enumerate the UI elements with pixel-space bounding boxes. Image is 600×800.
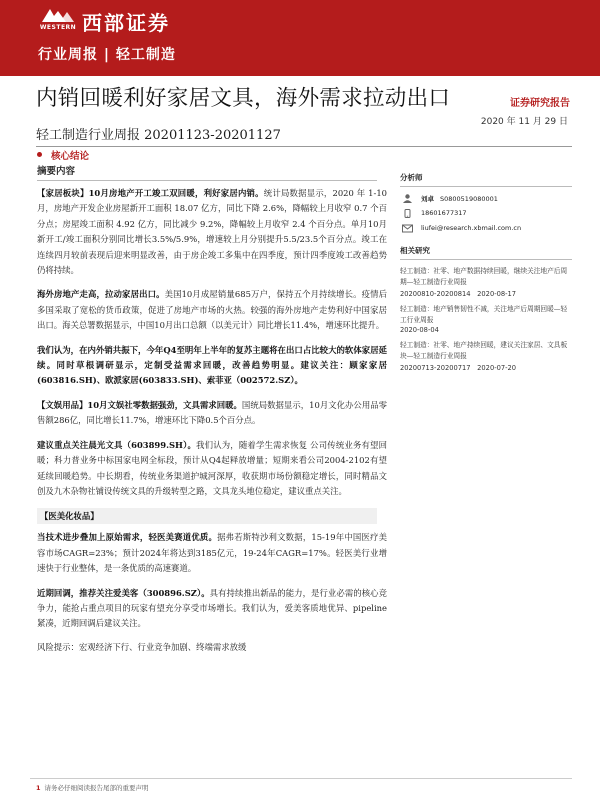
related-item[interactable] xyxy=(400,266,572,298)
page-title: 内销回暖利好家居文具，海外需求拉动出口 xyxy=(36,86,451,111)
paragraph-overseas xyxy=(37,287,387,333)
person-icon xyxy=(402,194,413,203)
paragraph-aimeike xyxy=(37,586,387,632)
header-band xyxy=(0,0,600,76)
related-title[interactable]: 轻工制造：社零、地产持续回暖，建议关注家居、文具板块—轻工制造行业周报 xyxy=(400,341,568,360)
paragraph-stationery xyxy=(37,398,387,429)
analyst-email-row xyxy=(400,223,572,233)
paragraph-recommendation xyxy=(37,343,387,389)
footer-divider xyxy=(30,778,572,779)
paragraph-home-sector xyxy=(37,186,387,278)
report-category: 行业周报 | 轻工制造 xyxy=(38,47,176,63)
category-medical-beauty: 【医美化妆品】 xyxy=(37,508,377,524)
related-date: 2020-08-04 xyxy=(400,326,439,334)
paragraph-lead: 建议重点关注晨光文具（603899.SH）。 xyxy=(37,439,197,450)
paragraph-lead: 海外房地产走高，拉动家居出口。 xyxy=(37,289,165,300)
analyst-cert: S0800519080001 xyxy=(440,194,498,203)
logo-mark-icon xyxy=(38,5,78,24)
title-divider xyxy=(36,146,572,147)
paragraph-body: 我们认为，随着学生需求恢复 公司传统业务有望回暖；科力普业务中标国家电网全标段，预计从Q4起释放增量；短期来看公司2004-2102有望延续回暖趋势。中长期看，传统业务渠道护城河深厚，收获期市场份额稳定增长，同时精品文创及九木杂物社铺设传统文具的升级转型之路，文具龙头地位稳定，建议重点关注。 xyxy=(37,439,387,496)
related-item[interactable] xyxy=(400,304,572,334)
page-footer xyxy=(36,783,149,792)
analyst-phone-row xyxy=(400,208,572,218)
paragraph-lead: 【文娱用品】10月文娱社零数据强劲，文具需求回暖。 xyxy=(37,399,242,410)
company-logo xyxy=(38,5,228,35)
paragraph-body: 国统局数据显示，10月文化办公用品零售额286亿，同比增长11.7%，增速环比下降0.5个百分点。 xyxy=(37,399,388,426)
paragraph-lead: 近期回调，推荐关注爱美客（300896.SZ）。 xyxy=(37,587,210,598)
core-conclusion-label: 核心结论 xyxy=(51,151,90,162)
bullet-icon xyxy=(37,152,42,157)
sidebar xyxy=(400,172,572,378)
report-date: 2020 年 11 月 29 日 xyxy=(480,117,568,127)
page-number: 1 xyxy=(36,784,41,792)
analyst-heading: 分析师 xyxy=(400,172,572,187)
paragraph-body: 具有持续推出新品的能力，是行业必需的核心竞争力，能抢占重点项目的玩家有望充分享受市场增长。我们认为，爱美客质地优异、pipeline紧凑，近期回调后建议关注。 xyxy=(37,587,387,629)
related-date: 20200713-20200717 2020-07-20 xyxy=(400,364,517,372)
analyst-name: 刘卓 xyxy=(421,194,434,203)
paragraph-chenguang xyxy=(37,438,387,500)
summary-heading: 摘要内容 xyxy=(37,163,377,181)
paragraph-medical-aesthetics xyxy=(37,530,387,576)
analyst-email[interactable]: liufei@research.xbmail.com.cn xyxy=(421,224,522,232)
paragraph-lead: 我们认为，在内外销共振下，今年Q4至明年上半年的复苏主题将在出口占比较大的软体家居延续。同时草根调研显示，定制受益需求回暖，改善趋势明显。建议关注：顾家家居(603816.SH)、欧派家居(603833.SH)、索菲亚（002572.SZ）。 xyxy=(37,344,387,386)
related-title[interactable]: 轻工制造：地产销售韧性不减，关注地产后周期回暖—轻工行业周报 xyxy=(400,305,568,324)
risk-warning: 风险提示：宏观经济下行、行业竞争加剧、终端需求放缓 xyxy=(37,641,247,652)
report-type-label: 证券研究报告 xyxy=(510,98,570,109)
paragraph-lead: 【家居板块】10月房地产开工竣工双回暖，利好家居内销。 xyxy=(37,188,264,198)
related-date: 20200810-20200814 2020-08-17 xyxy=(400,290,517,298)
related-heading: 相关研究 xyxy=(400,245,572,260)
mail-icon xyxy=(402,224,413,233)
phone-icon xyxy=(402,209,413,218)
paragraph-body: 据弗若斯特沙利文数据，15-19年中国医疗美容市场CAGR=23%；预计2024年将达到3185亿元，19-24年CAGR=17%。轻医美行业增速快于行业整体，是一条优质的高速赛道。 xyxy=(37,532,387,574)
analyst-phone: 18601677317 xyxy=(421,209,467,217)
paragraph-body: 美国10月成屋销量685万户，保持五个月持续增长。疫情后多国采取了宽松的货币政策，促进了房地产市场的火热。较强的海外房地产走势利好中国家居出口。海关总署数据显示，中国10月出口总额（以美元计）同比增长11.4%，增速环比提升。 xyxy=(37,289,388,331)
analyst-name-row xyxy=(400,193,572,203)
summary-column xyxy=(37,163,387,653)
logo-chinese: 西部证券 xyxy=(82,11,170,35)
logo-english: WESTERN xyxy=(39,24,77,31)
disclaimer-note: 请务必仔细阅读报告尾部的重要声明 xyxy=(44,784,149,792)
paragraph-body: 统计局数据显示，2020 年 1-10 月，房地产开发企业房屋新开工面积 18.07 亿方，同比下降 2.6%，降幅较上月收窄 0.7 个百分点；房屋竣工面积 4.92 亿方，同比减少 9.2%，降幅较上月收窄 2.4 个百分点。单月10月新开工/竣工面积分别同比增长3.5%/5.9%，增速较上月分别提升5.5/23.5个百分点。竣工在连续四月较前表现后迎来明显改善，由于房企竣工多集中在四季度，预计四季度竣工改善趋势仍将持续。 xyxy=(37,188,387,276)
paragraph-lead: 当技术进步叠加上原始需求，轻医美赛道优质。 xyxy=(37,532,218,543)
related-title[interactable]: 轻工制造：社零、地产数据持续回暖，继续关注地产后周期—轻工制造行业周报 xyxy=(400,267,568,286)
related-item[interactable] xyxy=(400,340,572,372)
report-subtitle: 轻工制造行业周报 20201123-20201127 xyxy=(36,128,281,143)
related-research xyxy=(400,245,572,372)
